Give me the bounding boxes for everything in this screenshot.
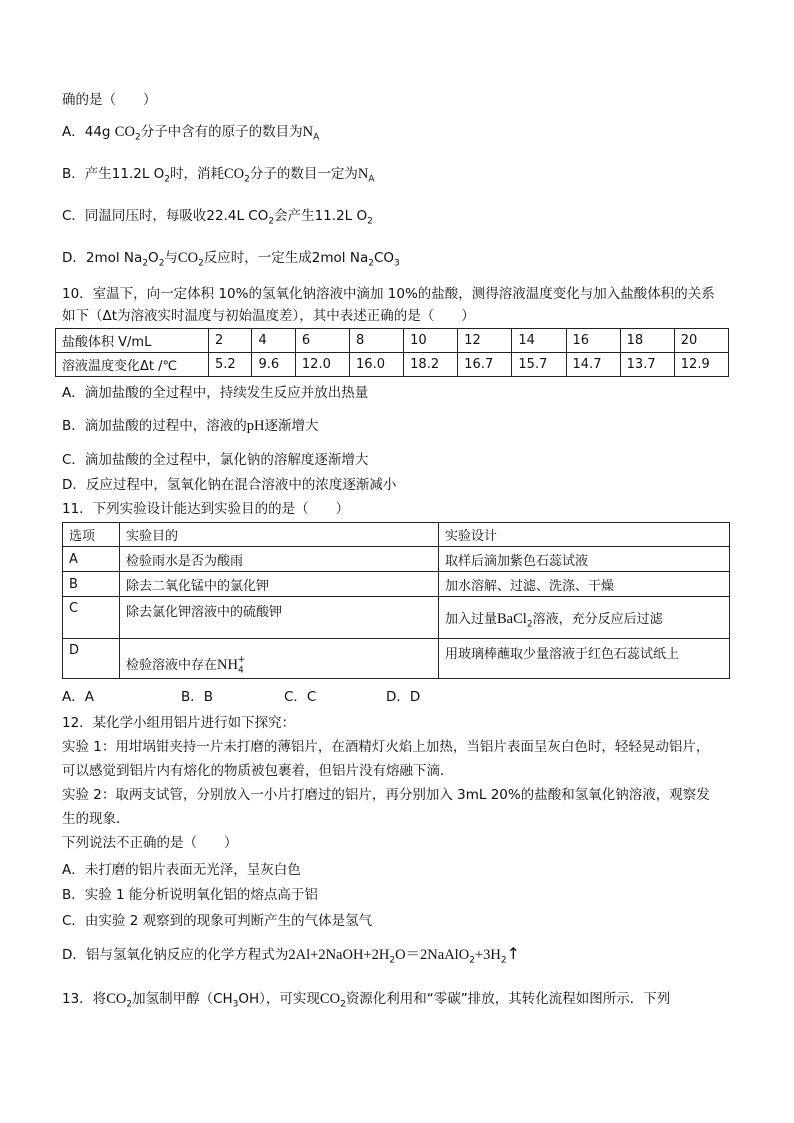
q9-option-a: A．44g $CO_2$分子中含有的原子的数目为$N_A$ — [62, 124, 320, 143]
table-cell: 盐酸体积 V/mL — [56, 329, 209, 353]
table-cell: 除去二氧化锰中的氯化钾 — [120, 572, 439, 597]
q12-option-b: B．实验 1 能分析说明氧化铝的熔点高于铝 — [62, 887, 318, 903]
q12-exp2-line1: 实验 2：取两支试管，分别放入一小片打磨过的铝片，再分别加入 3mL 20%的盐酸和氢氧化钠溶液，观察发 — [62, 787, 710, 803]
table-cell: 12.0 — [295, 353, 349, 377]
table-cell: 用玻璃棒蘸取少量溶液于红色石蕊试纸上 — [439, 639, 730, 679]
table-cell: D — [63, 639, 120, 679]
q13-stem: 13．将$CO_2$加氢制甲醇$(CH_3OH)$，可实现$CO_2$资源化利用和“零碳”排放，其转化流程如图所示．下列 — [62, 991, 671, 1010]
table-cell: 16 — [566, 329, 620, 353]
table-cell: 2 — [209, 329, 252, 353]
q12-exp1-line1: 实验 1：用坩埚钳夹持一片未打磨的薄铝片，在酒精灯火焰上加热，当铝片表面呈灰白色时，轻轻晃动铝片， — [62, 739, 710, 755]
q9-stem-tail: 确的是（ ） — [62, 92, 157, 108]
table-header: 实验设计 — [439, 523, 730, 547]
table-cell: A — [63, 547, 120, 572]
table-cell: 12 — [458, 329, 512, 353]
q10-option-c: C．滴加盐酸的全过程中，氯化钠的溶解度逐渐增大 — [62, 452, 369, 468]
q12-stem: 12．某化学小组用铝片进行如下探究： — [62, 715, 296, 731]
table-row — [63, 639, 730, 679]
q9-option-b: B．产生11.2L $O_2$时，消耗$CO_2$分子的数目一定为$N_A$ — [62, 166, 375, 185]
q11-answer-a: A．A — [62, 689, 94, 705]
gas-up-arrow-icon: ↑ — [506, 944, 520, 963]
table-row — [63, 597, 730, 639]
table-cell: 18.2 — [404, 353, 458, 377]
table-cell: 9.6 — [252, 353, 295, 377]
q10-data-table — [55, 328, 729, 377]
q10-option-b: B．滴加盐酸的过程中，溶液的pH逐渐增大 — [62, 418, 319, 434]
table-row — [56, 329, 729, 353]
table-cell: 8 — [350, 329, 404, 353]
table-cell: 4 — [252, 329, 295, 353]
table-cell: 18 — [620, 329, 674, 353]
q12-option-a: A．未打磨的铝片表面无光泽，呈灰白色 — [62, 862, 301, 878]
q10-stem-line1: 10．室温下，向一定体积 10%的氢氧化钠溶液中滴加 10%的盐酸，测得溶液温度变化与加入盐酸体积的关系 — [62, 286, 715, 302]
table-cell: 10 — [404, 329, 458, 353]
table-cell: 14.7 — [566, 353, 620, 377]
table-cell: 加入过量BaCl$_2$溶液，充分反应后过滤 — [439, 597, 730, 639]
table-cell: 14 — [512, 329, 566, 353]
table-cell: 溶液温度变化Δt /℃ — [56, 353, 209, 377]
table-row — [63, 547, 730, 572]
q11-experiment-table — [62, 522, 730, 679]
q11-answer-options — [62, 688, 420, 706]
q12-exp2-line2: 生的现象． — [62, 811, 130, 827]
q10-option-d: D．反应过程中，氢氧化钠在混合溶液中的浓度逐渐减小 — [62, 477, 397, 493]
table-cell: 12.9 — [674, 353, 728, 377]
q9-option-c: C．同温同压时，每吸收22.4L $CO_2$会产生11.2L $O_2$ — [62, 208, 373, 227]
table-header: 选项 — [63, 523, 120, 547]
table-cell: 取样后滴加紫色石蕊试液 — [439, 547, 730, 572]
table-row — [63, 523, 730, 547]
q11-answer-d: D．D — [386, 689, 421, 705]
q11-stem: 11．下列实验设计能达到实验目的的是（ ） — [62, 501, 350, 517]
table-cell: 20 — [674, 329, 728, 353]
table-cell: 5.2 — [209, 353, 252, 377]
q10-stem-line2: 如下（Δt为溶液实时温度与初始温度差），其中表述正确的是（ ） — [62, 308, 475, 324]
q10-option-a: A．滴加盐酸的全过程中，持续发生反应并放出热量 — [62, 385, 369, 401]
q12-question: 下列说法不正确的是（ ） — [62, 835, 238, 851]
q12-option-d: D．铝与氢氧化钠反应的化学方程式为$2Al+2NaOH+2H_2O=2NaAlO_2+3H_2↑$ — [62, 944, 520, 966]
table-cell: 15.7 — [512, 353, 566, 377]
table-cell: B — [63, 572, 120, 597]
table-cell: 16.7 — [458, 353, 512, 377]
q9-option-d: D．2mol $Na_2O_2$与$CO_2$反应时，一定生成2mol $Na_2CO_3$ — [62, 250, 400, 269]
table-cell: 13.7 — [620, 353, 674, 377]
q11-answer-c: C．C — [284, 689, 317, 705]
q11-answer-b: B．B — [181, 689, 214, 705]
table-row — [56, 353, 729, 377]
q12-exp1-line2: 可以感觉到铝片内有熔化的物质被包裹着，但铝片没有熔融下滴． — [62, 763, 454, 779]
table-cell: 除去氯化钾溶液中的硫酸钾 — [120, 597, 439, 639]
table-row — [63, 572, 730, 597]
table-header: 实验目的 — [120, 523, 439, 547]
table-cell: 加水溶解、过滤、洗涤、干燥 — [439, 572, 730, 597]
table-cell: C — [63, 597, 120, 639]
q12-option-c: C．由实验 2 观察到的现象可判断产生的气体是氢气 — [62, 913, 373, 929]
table-cell: 6 — [295, 329, 349, 353]
table-cell: 16.0 — [350, 353, 404, 377]
table-cell: 检验溶液中存在$NH_4^+$ — [120, 639, 439, 679]
table-cell: 检验雨水是否为酸雨 — [120, 547, 439, 572]
